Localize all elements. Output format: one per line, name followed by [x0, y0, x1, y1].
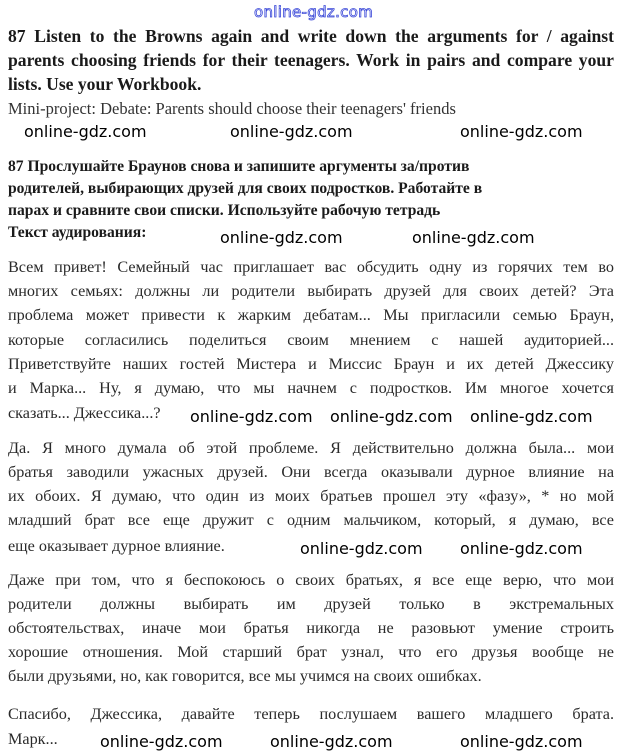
transcript-label: Текст аудирования:: [8, 224, 147, 241]
text-line: и Марка... Ну, я думаю, что мы начнем с подростков. Им многое хочется: [8, 379, 614, 397]
watermark-top: online-gdz.com: [254, 3, 374, 21]
text-line: братья заводили ужасных друзей. Они всегда оказывали дурное влияние на: [8, 463, 614, 481]
heading-line: родителей, выбирающих друзей для своих подростков. Работайте в: [8, 180, 483, 197]
text-line: еще оказывает дурное влияние.: [8, 537, 225, 555]
watermark: online-gdz.com: [230, 122, 353, 141]
text-line: Даже при том, что я беспокоюсь о своих братьях, я все еще верю, что мои: [8, 571, 614, 589]
watermark: online-gdz.com: [190, 407, 313, 426]
heading-line: парах и сравните свои списки. Используйте рабочую тетрадь: [8, 202, 441, 219]
watermark: online-gdz.com: [412, 228, 535, 247]
text-line: которые согласились поделиться своим мнением с нашей аудиторией...: [8, 331, 614, 349]
heading-line: parents choosing friends for their teenagers. Work in pairs and compare your: [8, 50, 614, 70]
text-line: Всем привет! Семейный час приглашает вас обсудить одну из горячих тем во: [8, 258, 614, 276]
text-line: проблема может привести к жарким дебатам... Мы пригласили семью Браун,: [8, 306, 614, 324]
watermark: online-gdz.com: [100, 732, 223, 751]
watermark: online-gdz.com: [460, 539, 583, 558]
heading-line: 87 Прослушайте Браунов снова и запишите аргументы за/против: [8, 158, 470, 175]
text-line: их обоих. Я думаю, что один из моих братьев прошел эту «фазу», * но мой: [8, 487, 614, 505]
text-line: младший брат все еще дружит с одним мальчиком, который, я думаю, все: [8, 511, 614, 529]
text-line: сказать... Джессика...?: [8, 404, 161, 422]
heading-line: lists. Use your Workbook.: [8, 74, 202, 94]
text-line: родители должны выбирать им друзей только в экстремальных: [8, 595, 614, 613]
text-line: многих семьях: должны ли родители выбирать друзей для своих детей? Эта: [8, 282, 614, 300]
watermark: online-gdz.com: [460, 732, 583, 751]
text-line: обстоятельствах, иначе мои братья никогда не разовьют умение строить: [8, 619, 614, 637]
text-line: Марк...: [8, 730, 58, 748]
mini-project: Mini-project: Debate: Parents should choose their teenagers' friends: [8, 99, 456, 118]
text-line: Да. Я много думала об этой проблеме. Я действительно должна была... мои: [8, 439, 614, 457]
watermark: online-gdz.com: [330, 407, 453, 426]
watermark: online-gdz.com: [470, 407, 593, 426]
watermark: online-gdz.com: [220, 228, 343, 247]
text-line: Спасибо, Джессика, давайте теперь послушаем вашего младшего брата.: [8, 705, 614, 723]
watermark: online-gdz.com: [300, 539, 423, 558]
watermark: online-gdz.com: [270, 732, 393, 751]
heading-line: 87 Listen to the Browns again and write down the arguments for / against: [8, 26, 614, 46]
text-line: хорошие отношения. Мой старший брат узнал, что его друзья вообще не: [8, 643, 614, 661]
watermark: online-gdz.com: [460, 122, 583, 141]
watermark: online-gdz.com: [24, 122, 147, 141]
text-line: Приветствуйте наших гостей Мистера и Миссис Браун и их детей Джессику: [8, 355, 614, 373]
text-line: были друзьями, но, как говорится, все мы учимся на своих ошибках.: [8, 667, 482, 685]
